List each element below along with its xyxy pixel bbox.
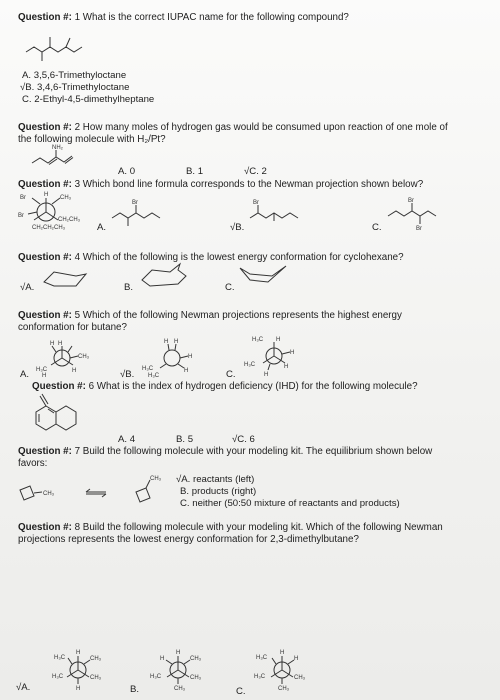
label-br-1: Br [20, 195, 26, 201]
label-ch3: CH₃ [60, 195, 72, 201]
question-8-option-a[interactable]: √A. [16, 682, 31, 693]
q5c-h1: H [276, 337, 281, 343]
q8c-h2: H [294, 656, 299, 662]
question-1-option-c[interactable]: C. 2-Ethyl-4,5-dimethylheptane [22, 94, 155, 105]
question-6-prefix: Question #: [32, 381, 86, 392]
q8a-h3c-1: H₃C [54, 655, 66, 661]
q8a-h2: H [76, 686, 81, 692]
question-7-option-b[interactable]: B. products (right) [180, 486, 257, 497]
question-7-option-c[interactable]: C. neither (50:50 mixture of reactants and products) [180, 498, 400, 509]
q5b-h4: H [184, 368, 189, 374]
question-6-option-c[interactable]: √C. 6 [232, 434, 255, 445]
question-8-option-c-newman [250, 646, 326, 692]
q5c-h3c-2: H₃C [244, 362, 256, 368]
question-6-text: 6 What is the index of hydrogen deficiency (IHD) for the following molecule? [88, 381, 418, 392]
question-2-option-b[interactable]: B. 1 [186, 166, 204, 177]
question-5-option-a[interactable]: A. [20, 369, 30, 380]
q5b-h3c-1: H₃C [142, 366, 154, 372]
q5a-h4: H [42, 373, 47, 379]
question-7-line-2: favors: [18, 458, 48, 469]
cyclohexane-twist-icon [238, 262, 290, 290]
question-7-text: 7 Build the following molecule with your modeling kit. The equilibrium shown below [74, 446, 433, 457]
question-3-option-b-structure [248, 200, 318, 232]
question-5-option-c-newman [244, 332, 324, 378]
question-1 [18, 12, 349, 24]
q8b-h3c: H₃C [150, 674, 162, 680]
question-2-prefix: Question #: [18, 122, 72, 133]
question-6-molecule [34, 392, 84, 436]
question-4-text: 4 Which of the following is the lowest energy conformation for cyclohexane? [74, 252, 404, 263]
question-6-option-a[interactable]: A. 4 [118, 434, 136, 445]
question-4-option-a[interactable]: √A. [20, 282, 35, 293]
question-1-prefix: Question #: [18, 12, 72, 23]
question-8-line-1 [18, 522, 443, 534]
question-3-option-b[interactable]: √B. [230, 222, 245, 233]
q5b-h3c-2: H₃C [148, 373, 160, 379]
q8b-h1: H [176, 650, 181, 656]
q7-ch3-right: CH₃ [150, 476, 162, 482]
question-2-line-1 [18, 122, 448, 134]
question-5-option-c[interactable]: C. [226, 369, 236, 380]
question-1-molecule [24, 30, 94, 64]
question-8-prefix: Question #: [18, 522, 72, 533]
question-5-prefix: Question #: [18, 310, 72, 321]
q8b-h2: H [160, 656, 165, 662]
question-5-line-2: conformation for butane? [18, 322, 127, 333]
q5b-h2: H [174, 339, 179, 345]
cyclohexane-chair-icon [42, 268, 92, 292]
q5a-h3: H [72, 368, 77, 374]
question-7-prefix: Question #: [18, 446, 72, 457]
question-2-option-c[interactable]: √C. 2 [244, 166, 267, 177]
question-5-text: 5 Which of the following Newman projections represents the highest energy [74, 310, 402, 321]
question-2-text: 2 How many moles of hydrogen gas would be consumed upon reaction of one mole of [74, 122, 448, 133]
question-1-option-b[interactable]: √B. 3,4,6-Trimethyloctane [20, 82, 130, 93]
question-4-option-b[interactable]: B. [124, 282, 134, 293]
q8b-ch3-3: CH₃ [174, 686, 186, 692]
q8a-ch3-2: CH₃ [90, 675, 102, 681]
question-3-option-c-structure [386, 198, 456, 232]
q8c-h1: H [280, 650, 285, 656]
question-8-option-a-newman [46, 646, 116, 692]
option-c-br-2: Br [416, 226, 422, 232]
question-1-option-a[interactable]: A. 3,5,6-Trimethyloctane [22, 70, 127, 81]
question-3-newman-projection [18, 190, 98, 234]
q5a-h1: H [50, 341, 55, 347]
question-6-option-b[interactable]: B. 5 [176, 434, 194, 445]
q8c-h3c-2: H₃C [254, 674, 266, 680]
q8b-ch3-1: CH₃ [190, 656, 202, 662]
question-6 [32, 381, 418, 393]
q5b-h3: H [188, 354, 193, 360]
q5a-h2: H [58, 341, 63, 347]
label-br-2: Br [18, 213, 24, 219]
question-3-text: 3 Which bond line formula corresponds to the Newman projection shown below? [74, 179, 424, 190]
question-8-option-b-newman [146, 646, 216, 692]
question-4-prefix: Question #: [18, 252, 72, 263]
label-ch2ch3: CH₂CH₃ [58, 217, 81, 223]
cyclohexane-boat-icon [140, 262, 190, 292]
q8a-h3c-2: H₃C [52, 674, 64, 680]
q5a-ch3: CH₃ [78, 354, 90, 360]
question-3-option-a-structure [110, 200, 180, 232]
q8a-h1: H [76, 650, 81, 656]
question-8-option-c[interactable]: C. [236, 686, 246, 697]
question-8-line-2: projections represents the lowest energy conformation for 2,3-dimethylbutane? [18, 534, 359, 545]
nh2-label: NH₂ [52, 145, 63, 151]
label-ch2ch2ch3: CH₂CH₂CH₃ [32, 225, 66, 231]
question-2-line-2: the following molecule with H₂/Pt? [18, 134, 166, 145]
q8c-h3c-1: H₃C [256, 655, 268, 661]
q5c-h3c-1: H₃C [252, 337, 264, 343]
q5b-h1: H [164, 339, 169, 345]
q5c-h4: H [264, 372, 269, 378]
question-2-option-a[interactable]: A. 0 [118, 166, 136, 177]
question-5-line-1 [18, 310, 402, 322]
question-7-line-1 [18, 446, 432, 458]
question-7-equilibrium [18, 474, 188, 510]
q8b-ch3-2: CH₃ [190, 675, 202, 681]
question-5-option-b-newman [140, 336, 210, 378]
q8a-ch3-1: CH₃ [90, 656, 102, 662]
option-a-br: Br [132, 200, 138, 206]
question-7-option-a[interactable]: √A. reactants (left) [176, 474, 255, 485]
question-5-option-a-newman [28, 336, 98, 378]
question-2-molecule [30, 143, 100, 171]
question-8-text: 8 Build the following molecule with your modeling kit. Which of the following Newman [74, 522, 443, 533]
q7-ch3-left: CH₃ [43, 491, 55, 497]
q5c-h2: H [290, 350, 295, 356]
question-1-text: 1 What is the correct IUPAC name for the following compound? [74, 12, 349, 23]
q8c-ch3-1: CH₃ [294, 675, 306, 681]
question-3-option-a[interactable]: A. [97, 222, 107, 233]
question-3-option-c[interactable]: C. [372, 222, 382, 233]
label-h: H [44, 192, 49, 198]
question-8-option-b[interactable]: B. [130, 684, 140, 695]
q5a-h3c: H₃C [36, 367, 48, 373]
question-4 [18, 252, 404, 264]
question-5-option-b[interactable]: √B. [120, 369, 135, 380]
question-3-prefix: Question #: [18, 179, 72, 190]
option-c-br-1: Br [408, 198, 414, 204]
q5c-h3: H [284, 364, 289, 370]
question-4-option-c[interactable]: C. [225, 282, 235, 293]
q8c-ch3-2: CH₃ [278, 686, 290, 692]
option-b-br: Br [253, 200, 259, 206]
